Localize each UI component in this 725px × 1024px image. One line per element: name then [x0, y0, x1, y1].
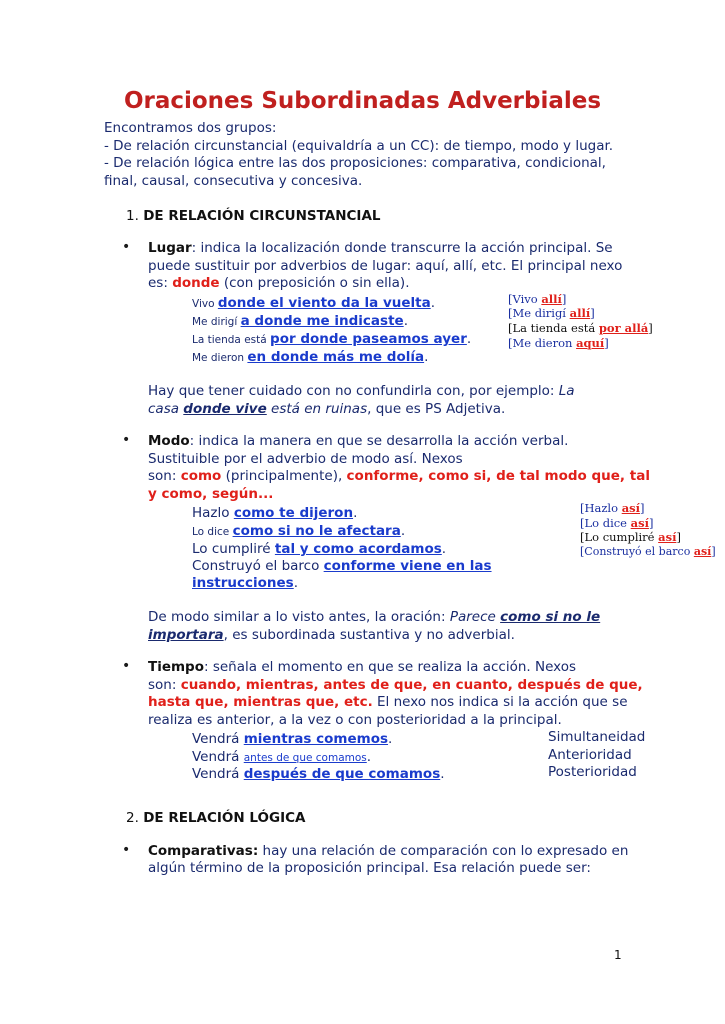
modo-example-4-cont — [192, 572, 298, 592]
lugar-note-1 — [508, 292, 566, 306]
modo-note-1 — [580, 501, 644, 515]
note-adverb: así — [621, 501, 640, 515]
page-number: 1 — [614, 948, 622, 962]
note-adverb: allí — [569, 306, 591, 320]
lugar-note-3 — [508, 321, 653, 335]
tiempo-relation-2: Anterioridad — [548, 747, 632, 763]
ex-pre: Vivo — [192, 298, 218, 310]
warn-italic: La — [558, 383, 575, 399]
lugar-example-3 — [192, 328, 471, 348]
section-2-label: DE RELACIÓN LÓGICA — [143, 810, 306, 826]
lugar-warning-2 — [148, 400, 505, 418]
note-pre: [Me dieron — [508, 336, 577, 350]
modo-note-4 — [580, 545, 716, 558]
ex-pre: Lo cumpliré — [192, 541, 275, 557]
bullet-modo: • — [122, 432, 131, 448]
note-pre: [Construyó el barco — [580, 545, 694, 558]
modo-l3a: son: — [148, 468, 181, 484]
modo-similar-1 — [148, 608, 600, 626]
note-pre: [Me dirigí — [508, 306, 570, 320]
note-pre: [Lo dice — [580, 516, 631, 530]
ex-post: . — [388, 731, 393, 747]
bullet-comparativas: • — [122, 842, 131, 858]
section-2-heading — [126, 809, 305, 827]
tiempo-term: Tiempo — [148, 659, 204, 675]
note-post: ] — [604, 336, 609, 350]
ex-post: . — [466, 331, 472, 347]
sim-sub: como si no le — [500, 609, 601, 625]
ex-sub: tal y como acordamos — [274, 541, 442, 557]
modo-example-1 — [192, 502, 357, 522]
ex-sub: conforme viene en las — [323, 558, 492, 574]
modo-line-2: Sustituible por el adverbio de modo así. Nexos — [148, 451, 463, 467]
sim-italic: Parece — [449, 609, 501, 625]
modo-example-2 — [192, 520, 405, 540]
note-post: ] — [561, 292, 567, 306]
bullet-tiempo: • — [122, 658, 131, 674]
ex-sub: por donde paseamos ayer — [270, 331, 467, 347]
ex-pre: Hazlo — [192, 505, 234, 521]
ex-pre: Construyó el barco — [192, 558, 324, 574]
note-pre: [La tienda está — [508, 321, 599, 335]
tiempo-line-3 — [148, 693, 628, 711]
note-post: ] — [676, 530, 681, 544]
section-1-number: 1. — [126, 208, 139, 224]
intro-line-2: - De relación circunstancial (equivaldría a un CC): de tiempo, modo y lugar. — [104, 138, 614, 154]
note-post: ] — [711, 545, 716, 558]
note-pre: [Vivo — [508, 292, 542, 306]
lugar-line-3 — [148, 274, 410, 292]
sim-text: De modo similar a lo visto antes, la oración: — [148, 609, 450, 625]
modo-line-1 — [148, 432, 568, 450]
lugar-line-1 — [148, 239, 613, 257]
note-pre: [Hazlo — [580, 501, 622, 515]
modo-similar-2 — [148, 626, 515, 644]
modo-term: Modo — [148, 433, 190, 449]
note-post: ] — [639, 501, 645, 515]
ex-post: . — [353, 505, 358, 521]
ex-sub: como si no le afectara — [232, 523, 401, 539]
ex-sub: antes de que comamos — [243, 752, 367, 764]
lugar-note-4 — [508, 336, 609, 350]
intro-line-4: final, causal, consecutiva y concesiva. — [104, 173, 363, 189]
ex-pre: Vendrá — [192, 749, 244, 765]
comparativas-line-1 — [148, 842, 628, 860]
lugar-example-1 — [192, 292, 435, 312]
lugar-term: Lugar — [148, 240, 192, 256]
lugar-example-4 — [192, 346, 428, 366]
lugar-warning-1 — [148, 382, 575, 400]
intro-line-3: - De relación lógica entre las dos proposiciones: comparativa, condicional, — [104, 155, 606, 171]
lugar-l3a: es: — [148, 275, 173, 291]
lugar-l3c: (con preposición o sin ella). — [219, 275, 410, 291]
note-pre: [Lo cumpliré — [580, 530, 659, 544]
note-adverb: por allá — [598, 321, 649, 335]
note-adverb: así — [693, 545, 712, 558]
sim-text: , es subordinada sustantiva y no adverbial. — [223, 627, 515, 643]
section-1-label: DE RELACIÓN CIRCUNSTANCIAL — [143, 208, 381, 224]
ex-post: . — [424, 349, 429, 365]
modo-note-3 — [580, 530, 681, 544]
lugar-example-2 — [192, 310, 408, 330]
modo-line-3 — [148, 467, 650, 485]
note-adverb: allí — [541, 292, 562, 306]
tiempo-l2a: son: — [148, 677, 181, 693]
lugar-line-2: puede sustituir por adverbios de lugar: aquí, allí, etc. El principal nexo — [148, 258, 623, 274]
ex-pre: La tienda está — [192, 334, 271, 346]
tiempo-line-2 — [148, 676, 643, 694]
ex-pre: Me dieron — [192, 352, 248, 364]
note-post: ] — [590, 306, 595, 320]
ex-post: . — [366, 749, 372, 765]
warn-sub: donde vive — [183, 401, 267, 417]
tiempo-relation-3: Posterioridad — [548, 764, 637, 780]
ex-post: . — [441, 541, 447, 557]
note-adverb: así — [630, 516, 649, 530]
note-post: ] — [648, 321, 653, 335]
ex-post: . — [403, 313, 408, 329]
warn-italic: está en ruinas — [266, 401, 368, 417]
note-adverb: aquí — [576, 336, 605, 350]
lugar-note-2 — [508, 306, 595, 320]
ex-sub: como te dijeron — [233, 505, 354, 521]
ex-pre: Me dirigí — [192, 316, 241, 328]
modo-def-1: : indica la manera en que se desarrolla la acción verbal. — [189, 433, 569, 449]
modo-line-4: y como, según... — [148, 486, 274, 502]
tiempo-example-1 — [192, 728, 392, 748]
ex-post: . — [400, 523, 406, 539]
ex-pre: Lo dice — [192, 526, 233, 538]
tiempo-def-1: : señala el momento en que se realiza la acción. Nexos — [204, 659, 577, 675]
warn-text: Hay que tener cuidado con no confundirla con, por ejemplo: — [148, 383, 559, 399]
ex-pre: Vendrá — [192, 731, 244, 747]
section-2-number: 2. — [126, 810, 139, 826]
modo-note-2 — [580, 516, 653, 530]
tiempo-line-1 — [148, 658, 576, 676]
ex-sub: a donde me indicaste — [240, 313, 404, 329]
intro-line-1: Encontramos dos grupos: — [104, 120, 277, 136]
modo-nexo-como: como — [180, 468, 222, 484]
ex-pre: Vendrá — [192, 766, 244, 782]
ex-sub: donde el viento da la vuelta — [217, 295, 431, 311]
tiempo-nexos-2: hasta que, mientras que, etc. — [148, 694, 373, 710]
ex-post: . — [440, 766, 445, 782]
lugar-nexo: donde — [172, 275, 220, 291]
comparativas-line-2: algún término de la proposición principal. Esa relación puede ser: — [148, 860, 591, 876]
sim-sub: importara — [148, 627, 224, 643]
ex-sub: después de que comamos — [243, 766, 441, 782]
tiempo-example-3 — [192, 763, 445, 783]
tiempo-nexos-1: cuando, mientras, antes de que, en cuanto, después de que, — [180, 677, 643, 693]
note-adverb: así — [658, 530, 677, 544]
bullet-lugar: • — [122, 239, 131, 255]
ex-post: . — [430, 295, 435, 311]
section-1-heading — [126, 207, 381, 225]
page-title: Oraciones Subordinadas Adverbiales — [123, 88, 602, 114]
ex-sub: instrucciones — [192, 575, 294, 591]
warn-text: , que es PS Adjetiva. — [367, 401, 506, 417]
modo-l3c: (principalmente), — [221, 468, 347, 484]
note-post: ] — [648, 516, 654, 530]
tiempo-line-4: realiza es anterior, a la vez o con posterioridad a la principal. — [148, 712, 562, 728]
ex-sub: mientras comemos — [243, 731, 389, 747]
tiempo-l3b: El nexo nos indica si la acción que se — [372, 694, 628, 710]
ex-post: . — [293, 575, 299, 591]
modo-nexos: conforme, como si, de tal modo que, tal — [346, 468, 650, 484]
warn-italic: casa — [148, 401, 184, 417]
ex-sub: en donde más me dolía — [247, 349, 425, 365]
tiempo-relation-1: Simultaneidad — [548, 729, 646, 745]
lugar-def-1: : indica la localización donde transcurre la acción principal. Se — [191, 240, 613, 256]
comparativas-term: Comparativas: — [148, 843, 259, 859]
comparativas-def-1: hay una relación de comparación con lo expresado en — [258, 843, 629, 859]
